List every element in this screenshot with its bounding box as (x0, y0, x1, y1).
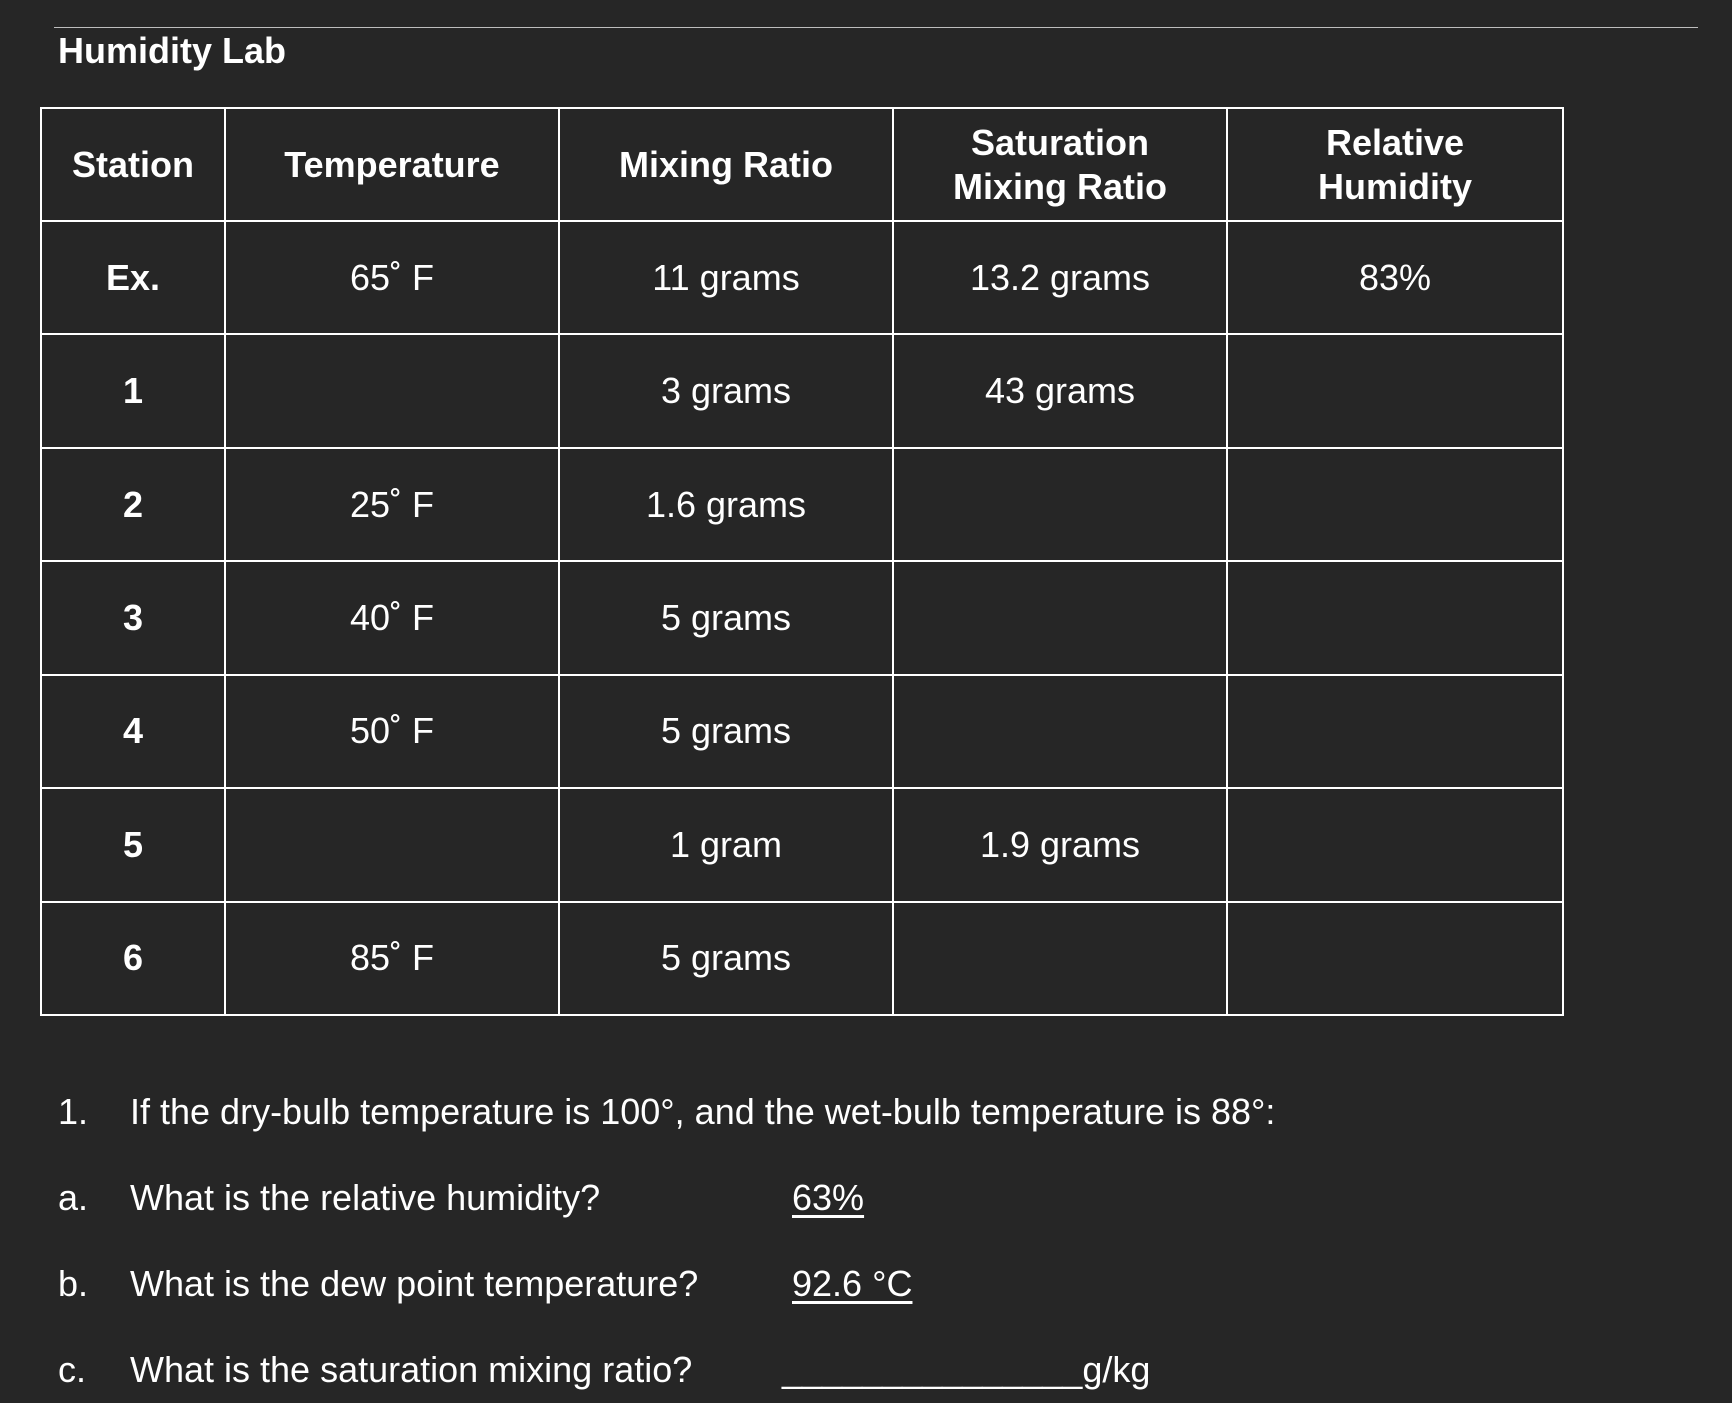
cell-station: 4 (41, 675, 225, 788)
header-saturation-line2: Mixing Ratio (953, 165, 1167, 207)
cell-mixing-ratio: 5 grams (559, 561, 893, 674)
question-a-text: What is the relative humidity? (130, 1177, 601, 1218)
question-b-label: b. (58, 1263, 89, 1304)
cell-temperature (225, 334, 559, 447)
question-1-number: 1. (58, 1091, 89, 1132)
cell-station: 2 (41, 448, 225, 561)
cell-saturation-mixing-ratio (893, 902, 1227, 1015)
table-row (41, 561, 1563, 674)
question-c-label: c. (58, 1349, 87, 1390)
cell-temperature: 65˚ F (225, 221, 559, 334)
humidity-table (40, 107, 1564, 1016)
cell-temperature: 25˚ F (225, 448, 559, 561)
header-temperature-line2: Temperature (284, 143, 500, 185)
cell-relative-humidity (1227, 902, 1563, 1015)
cell-mixing-ratio: 1.6 grams (559, 448, 893, 561)
cell-temperature (225, 788, 559, 901)
question-c-answer-blank[interactable]: _______________g/kg (782, 1349, 1151, 1390)
header-station-line2: Station (72, 143, 194, 185)
cell-mixing-ratio: 1 gram (559, 788, 893, 901)
question-a-answer: 63% (792, 1177, 865, 1218)
header-mixing-ratio-line2: Mixing Ratio (619, 143, 833, 185)
cell-temperature: 85˚ F (225, 902, 559, 1015)
table-row (41, 675, 1563, 788)
cell-relative-humidity (1227, 788, 1563, 901)
cell-saturation-mixing-ratio (893, 675, 1227, 788)
cell-temperature: 40˚ F (225, 561, 559, 674)
table-row (41, 788, 1563, 901)
header-saturation-line1: Saturation (970, 121, 1149, 163)
cell-saturation-mixing-ratio (893, 561, 1227, 674)
page-title: Humidity Lab (58, 30, 287, 71)
header-station (41, 108, 225, 221)
header-relative-line2: Humidity (1317, 165, 1472, 207)
cell-relative-humidity (1227, 675, 1563, 788)
header-mixing-ratio (559, 108, 893, 221)
cell-temperature: 50˚ F (225, 675, 559, 788)
header-relative-humidity (1227, 108, 1563, 221)
cell-relative-humidity (1227, 561, 1563, 674)
question-b-answer: 92.6 °C (792, 1263, 913, 1304)
table-row (41, 902, 1563, 1015)
cell-mixing-ratio: 5 grams (559, 675, 893, 788)
cell-mixing-ratio: 3 grams (559, 334, 893, 447)
cell-relative-humidity (1227, 334, 1563, 447)
cell-saturation-mixing-ratio (893, 448, 1227, 561)
top-rule (54, 27, 1698, 28)
table-header-row (41, 108, 1563, 221)
table-row (41, 448, 1563, 561)
cell-saturation-mixing-ratio: 13.2 grams (893, 221, 1227, 334)
cell-relative-humidity: 83% (1227, 221, 1563, 334)
header-temperature (225, 108, 559, 221)
question-b-text: What is the dew point temperature? (130, 1263, 699, 1304)
table-row (41, 221, 1563, 334)
header-saturation-mixing-ratio (893, 108, 1227, 221)
cell-station: 3 (41, 561, 225, 674)
cell-station: 6 (41, 902, 225, 1015)
question-1-text: If the dry-bulb temperature is 100°, and the wet-bulb temperature is 88°: (130, 1091, 1276, 1132)
cell-station: 5 (41, 788, 225, 901)
cell-mixing-ratio: 5 grams (559, 902, 893, 1015)
cell-station: 1 (41, 334, 225, 447)
cell-mixing-ratio: 11 grams (559, 221, 893, 334)
cell-saturation-mixing-ratio: 43 grams (893, 334, 1227, 447)
cell-saturation-mixing-ratio: 1.9 grams (893, 788, 1227, 901)
cell-relative-humidity (1227, 448, 1563, 561)
table-row (41, 334, 1563, 447)
header-relative-line1: Relative (1325, 121, 1465, 163)
cell-station: Ex. (41, 221, 225, 334)
question-c-text: What is the saturation mixing ratio? (130, 1349, 693, 1390)
question-a-label: a. (58, 1177, 89, 1218)
